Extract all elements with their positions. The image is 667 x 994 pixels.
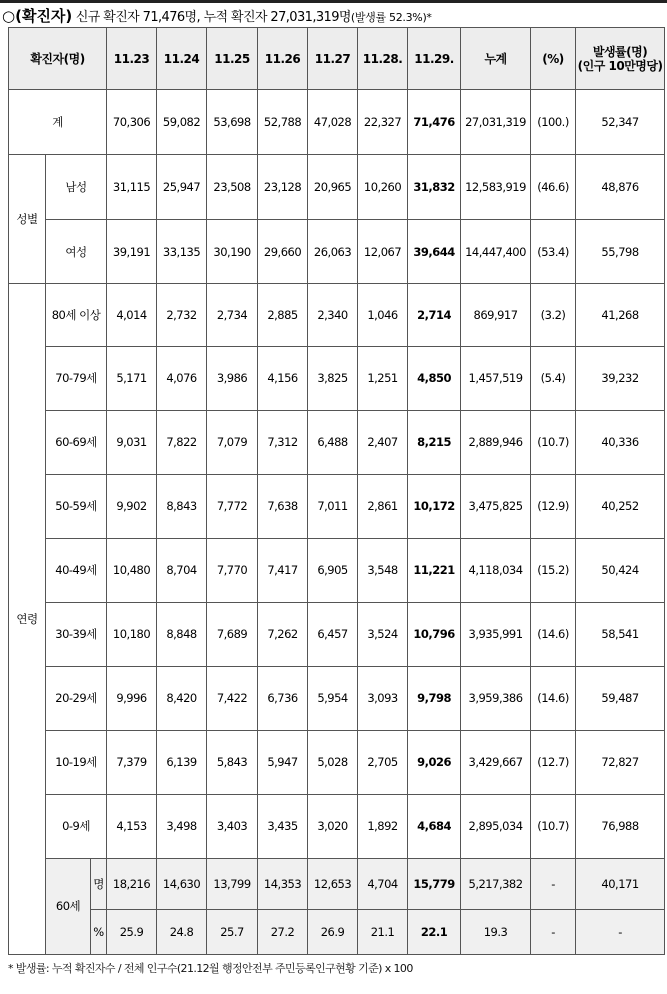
- heading-lead: (확진자): [15, 7, 73, 25]
- row-label: %: [91, 910, 107, 955]
- percent-cell: -: [531, 910, 576, 955]
- row-label-total: 계: [9, 90, 107, 155]
- table-row: [9, 730, 665, 794]
- table-row: [9, 90, 665, 155]
- value-cell: 5,954: [308, 666, 358, 730]
- percent-cell: (10.7): [531, 410, 576, 474]
- value-cell: 2,734: [207, 284, 258, 347]
- incidence-cell: 39,232: [576, 346, 665, 410]
- table-row: [9, 220, 665, 284]
- value-cell: 21.1: [358, 910, 408, 955]
- header-date: 11.24: [157, 28, 207, 90]
- value-cell: 24.8: [157, 910, 207, 955]
- value-cell: 5,028: [308, 730, 358, 794]
- value-cell: 33,135: [157, 220, 207, 284]
- value-cell: 6,905: [308, 538, 358, 602]
- row-label: 여성: [46, 220, 107, 284]
- value-cell: 5,171: [107, 346, 157, 410]
- incidence-cell: 52,347: [576, 90, 665, 155]
- value-cell: 30,190: [207, 220, 258, 284]
- table-row: [9, 602, 665, 666]
- percent-cell: -: [531, 858, 576, 910]
- value-cell: 12,067: [358, 220, 408, 284]
- value-cell: 1,251: [358, 346, 408, 410]
- value-cell: 3,403: [207, 794, 258, 858]
- header-category: 확진자(명): [9, 28, 107, 90]
- value-cell: 7,262: [258, 602, 308, 666]
- header-incidence: 발생률(명) (인구 10만명당): [576, 28, 665, 90]
- header-date: 11.29.: [408, 28, 461, 90]
- percent-cell: (100.): [531, 90, 576, 155]
- value-cell: 6,736: [258, 666, 308, 730]
- percent-cell: (53.4): [531, 220, 576, 284]
- value-cell: 4,153: [107, 794, 157, 858]
- latest-value-cell: 2,714: [408, 284, 461, 347]
- table-row: [9, 794, 665, 858]
- value-cell: 25.7: [207, 910, 258, 955]
- cumulative-cell: 19.3: [461, 910, 531, 955]
- value-cell: 8,704: [157, 538, 207, 602]
- value-cell: 25.9: [107, 910, 157, 955]
- value-cell: 53,698: [207, 90, 258, 155]
- value-cell: 7,417: [258, 538, 308, 602]
- row-label: 80세 이상: [46, 284, 107, 347]
- latest-value-cell: 22.1: [408, 910, 461, 955]
- footnote: * 발생률: 누적 확진자수 / 전체 인구수(21.12월 행정안전부 주민등록인구현황 기준) x 100: [8, 962, 413, 975]
- header-date: 11.26: [258, 28, 308, 90]
- value-cell: 7,770: [207, 538, 258, 602]
- table-row: [9, 858, 665, 910]
- value-cell: 25,947: [157, 155, 207, 220]
- header-date: 11.28.: [358, 28, 408, 90]
- header-date: 11.23: [107, 28, 157, 90]
- cumulative-cell: 3,935,991: [461, 602, 531, 666]
- row-label: 20-29세: [46, 666, 107, 730]
- value-cell: 2,705: [358, 730, 408, 794]
- value-cell: 7,638: [258, 474, 308, 538]
- value-cell: 14,630: [157, 858, 207, 910]
- value-cell: 7,689: [207, 602, 258, 666]
- value-cell: 70,306: [107, 90, 157, 155]
- cumulative-cell: 3,475,825: [461, 474, 531, 538]
- value-cell: 7,822: [157, 410, 207, 474]
- value-cell: 23,128: [258, 155, 308, 220]
- incidence-cell: 55,798: [576, 220, 665, 284]
- table-row: [9, 284, 665, 347]
- heading-rate: (발생률 52.3%)*: [350, 11, 432, 24]
- value-cell: 7,379: [107, 730, 157, 794]
- row-label: 0-9세: [46, 794, 107, 858]
- table-row: [9, 666, 665, 730]
- percent-cell: (3.2): [531, 284, 576, 347]
- latest-value-cell: 9,798: [408, 666, 461, 730]
- cumulative-cell: 4,118,034: [461, 538, 531, 602]
- percent-cell: (12.9): [531, 474, 576, 538]
- percent-cell: (12.7): [531, 730, 576, 794]
- value-cell: 1,892: [358, 794, 408, 858]
- table-row: [9, 155, 665, 220]
- cumulative-cell: 12,583,919: [461, 155, 531, 220]
- value-cell: 6,139: [157, 730, 207, 794]
- cumulative-cell: 27,031,319: [461, 90, 531, 155]
- cumulative-cell: 3,959,386: [461, 666, 531, 730]
- value-cell: 9,031: [107, 410, 157, 474]
- value-cell: 14,353: [258, 858, 308, 910]
- incidence-cell: 59,487: [576, 666, 665, 730]
- value-cell: 3,093: [358, 666, 408, 730]
- value-cell: 10,180: [107, 602, 157, 666]
- value-cell: 7,422: [207, 666, 258, 730]
- header-cumulative: 누계: [461, 28, 531, 90]
- value-cell: 6,457: [308, 602, 358, 666]
- header-percent: (%): [531, 28, 576, 90]
- value-cell: 59,082: [157, 90, 207, 155]
- summary-heading: [2, 5, 667, 27]
- incidence-cell: 40,252: [576, 474, 665, 538]
- bullet-circle: ○: [2, 7, 16, 25]
- value-cell: 13,799: [207, 858, 258, 910]
- value-cell: 3,498: [157, 794, 207, 858]
- value-cell: 23,508: [207, 155, 258, 220]
- value-cell: 39,191: [107, 220, 157, 284]
- percent-cell: (14.6): [531, 666, 576, 730]
- cumulative-cell: 14,447,400: [461, 220, 531, 284]
- incidence-cell: 76,988: [576, 794, 665, 858]
- value-cell: 3,986: [207, 346, 258, 410]
- value-cell: 9,902: [107, 474, 157, 538]
- incidence-cell: 58,541: [576, 602, 665, 666]
- latest-value-cell: 8,215: [408, 410, 461, 474]
- incidence-cell: -: [576, 910, 665, 955]
- row-label: 30-39세: [46, 602, 107, 666]
- group-label-sex: 성별: [9, 155, 46, 284]
- row-label: 60-69세: [46, 410, 107, 474]
- value-cell: 26,063: [308, 220, 358, 284]
- latest-value-cell: 31,832: [408, 155, 461, 220]
- value-cell: 2,732: [157, 284, 207, 347]
- value-cell: 8,843: [157, 474, 207, 538]
- value-cell: 29,660: [258, 220, 308, 284]
- cumulative-cell: 3,429,667: [461, 730, 531, 794]
- percent-cell: (46.6): [531, 155, 576, 220]
- table-header-row: [9, 28, 665, 90]
- latest-value-cell: 10,796: [408, 602, 461, 666]
- table-row: [9, 910, 665, 955]
- incidence-cell: 41,268: [576, 284, 665, 347]
- value-cell: 2,885: [258, 284, 308, 347]
- value-cell: 3,825: [308, 346, 358, 410]
- table-row: [9, 474, 665, 538]
- header-date: 11.27: [308, 28, 358, 90]
- row-label: 70-79세: [46, 346, 107, 410]
- value-cell: 7,079: [207, 410, 258, 474]
- value-cell: 2,407: [358, 410, 408, 474]
- group-label-over60: 60세: [46, 858, 91, 954]
- value-cell: 3,548: [358, 538, 408, 602]
- value-cell: 26.9: [308, 910, 358, 955]
- value-cell: 18,216: [107, 858, 157, 910]
- cumulative-cell: 2,889,946: [461, 410, 531, 474]
- group-label-age: 연령: [9, 284, 46, 955]
- row-label: 50-59세: [46, 474, 107, 538]
- value-cell: 10,260: [358, 155, 408, 220]
- value-cell: 9,996: [107, 666, 157, 730]
- latest-value-cell: 9,026: [408, 730, 461, 794]
- value-cell: 6,488: [308, 410, 358, 474]
- latest-value-cell: 15,779: [408, 858, 461, 910]
- percent-cell: (14.6): [531, 602, 576, 666]
- value-cell: 4,704: [358, 858, 408, 910]
- value-cell: 47,028: [308, 90, 358, 155]
- incidence-cell: 40,171: [576, 858, 665, 910]
- value-cell: 7,772: [207, 474, 258, 538]
- value-cell: 12,653: [308, 858, 358, 910]
- value-cell: 8,420: [157, 666, 207, 730]
- row-label: 40-49세: [46, 538, 107, 602]
- value-cell: 3,435: [258, 794, 308, 858]
- value-cell: 2,861: [358, 474, 408, 538]
- table-row: [9, 410, 665, 474]
- table-row: [9, 538, 665, 602]
- percent-cell: (10.7): [531, 794, 576, 858]
- confirmed-cases-table: [8, 27, 665, 955]
- incidence-cell: 50,424: [576, 538, 665, 602]
- latest-value-cell: 71,476: [408, 90, 461, 155]
- row-label: 명: [91, 858, 107, 910]
- value-cell: 4,076: [157, 346, 207, 410]
- table-row: [9, 346, 665, 410]
- heading-text: 신규 확진자 71,476명, 누적 확진자 27,031,319명: [72, 10, 351, 25]
- cumulative-cell: 869,917: [461, 284, 531, 347]
- value-cell: 7,011: [308, 474, 358, 538]
- latest-value-cell: 4,684: [408, 794, 461, 858]
- header-date: 11.25: [207, 28, 258, 90]
- cumulative-cell: 2,895,034: [461, 794, 531, 858]
- value-cell: 22,327: [358, 90, 408, 155]
- incidence-cell: 40,336: [576, 410, 665, 474]
- row-label: 남성: [46, 155, 107, 220]
- value-cell: 7,312: [258, 410, 308, 474]
- cumulative-cell: 1,457,519: [461, 346, 531, 410]
- percent-cell: (15.2): [531, 538, 576, 602]
- value-cell: 8,848: [157, 602, 207, 666]
- latest-value-cell: 10,172: [408, 474, 461, 538]
- cumulative-cell: 5,217,382: [461, 858, 531, 910]
- percent-cell: (5.4): [531, 346, 576, 410]
- incidence-cell: 48,876: [576, 155, 665, 220]
- value-cell: 20,965: [308, 155, 358, 220]
- value-cell: 3,524: [358, 602, 408, 666]
- value-cell: 10,480: [107, 538, 157, 602]
- latest-value-cell: 4,850: [408, 346, 461, 410]
- value-cell: 27.2: [258, 910, 308, 955]
- value-cell: 52,788: [258, 90, 308, 155]
- value-cell: 3,020: [308, 794, 358, 858]
- value-cell: 5,947: [258, 730, 308, 794]
- incidence-cell: 72,827: [576, 730, 665, 794]
- value-cell: 31,115: [107, 155, 157, 220]
- latest-value-cell: 39,644: [408, 220, 461, 284]
- top-border: [0, 0, 667, 3]
- value-cell: 1,046: [358, 284, 408, 347]
- latest-value-cell: 11,221: [408, 538, 461, 602]
- value-cell: 2,340: [308, 284, 358, 347]
- row-label: 10-19세: [46, 730, 107, 794]
- value-cell: 5,843: [207, 730, 258, 794]
- value-cell: 4,014: [107, 284, 157, 347]
- value-cell: 4,156: [258, 346, 308, 410]
